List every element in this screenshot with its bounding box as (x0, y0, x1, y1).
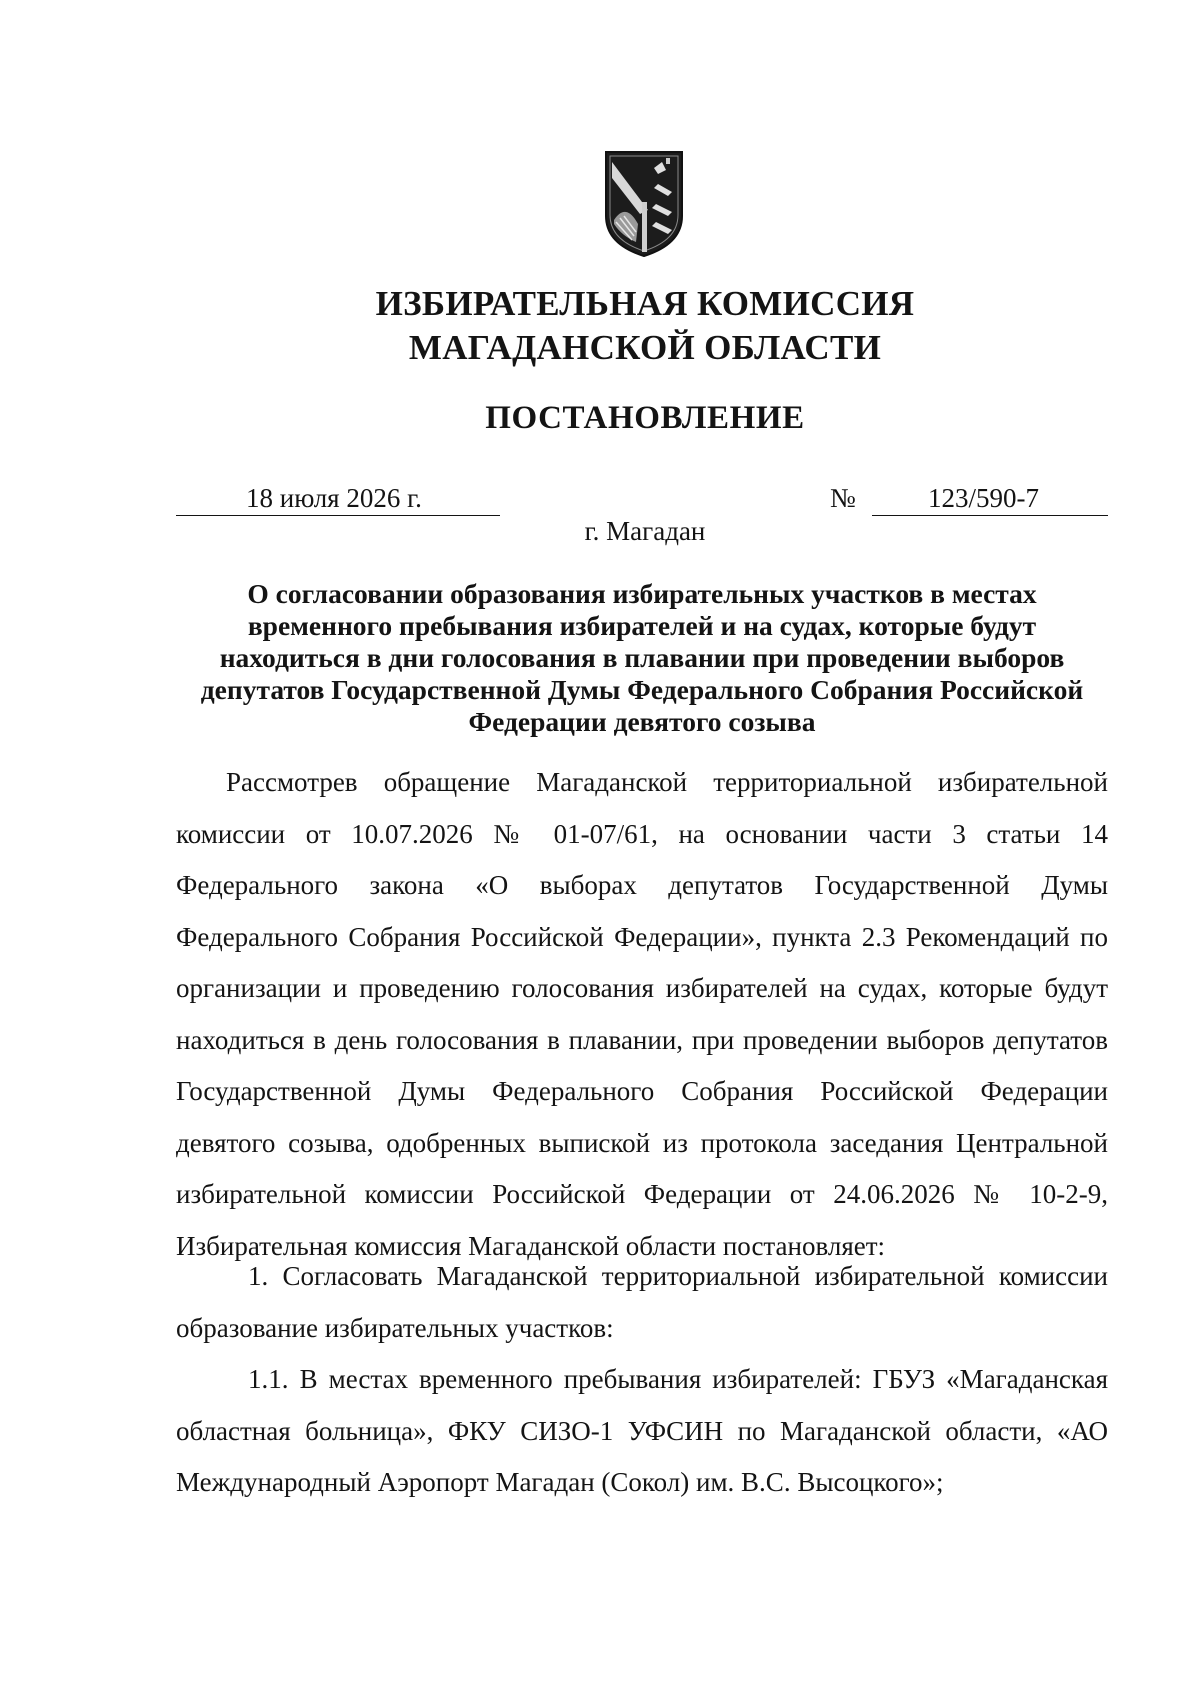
body-item-1: 1. Согласовать Магаданской территориальной избирательной комиссии образование избирательных участков: (176, 1261, 1108, 1343)
organization-name-line2: МАГАДАНСКОЙ ОБЛАСТИ (408, 328, 882, 367)
document-number-label: № (830, 483, 856, 513)
document-type-title: ПОСТАНОВЛЕНИЕ (485, 400, 805, 436)
body-item-1-1: 1.1. В местах временного пребывания избирателей: ГБУЗ «Магаданская областная больница», ФКУ СИЗО-1 УФСИН по Магаданской области, «АО Международный Аэропорт Магадан (Сокол) им. В.С. Высоцкого»; (176, 1364, 1108, 1497)
organization-name-line1: ИЗБИРАТЕЛЬНАЯ КОМИССИЯ (375, 284, 915, 323)
coat-of-arms-icon (604, 150, 684, 258)
body-paragraph-preamble: Рассмотрев обращение Магаданской территориальной избирательной комиссии от 10.07.2026 № 01-07/61, на основании части 3 статьи 14 Федерального закона «О выборах депутатов Государственной Думы Федерального Собрания Российской Федерации», пункта 2.3 Рекомендаций по организации и проведению голосования избирателей на судах, которые будут находиться в день голосования в плавании, при проведении выборов депутатов Государственной Думы Федерального Собрания Российской Федерации девятого созыва, одобренных выпиской из протокола заседания Центральной избирательной комиссии Российской Федерации от 24.06.2026 № 10-2-9, Избирательная комиссия Магаданской области постановляет: (176, 767, 1108, 1261)
document-city: г. Магадан (584, 516, 706, 546)
document-date: 18 июля 2026 г. (176, 480, 500, 516)
document-subject: О согласовании образования избирательных участков в местах временного пребывания избирателей и на судах, которые будут находиться в дни голосования в плавании при проведении выборов депутатов Государственной Думы Федерального Собрания Российской Федерации девятого созыва (200, 578, 1084, 737)
document-number: 123/590-7 (872, 480, 1108, 516)
